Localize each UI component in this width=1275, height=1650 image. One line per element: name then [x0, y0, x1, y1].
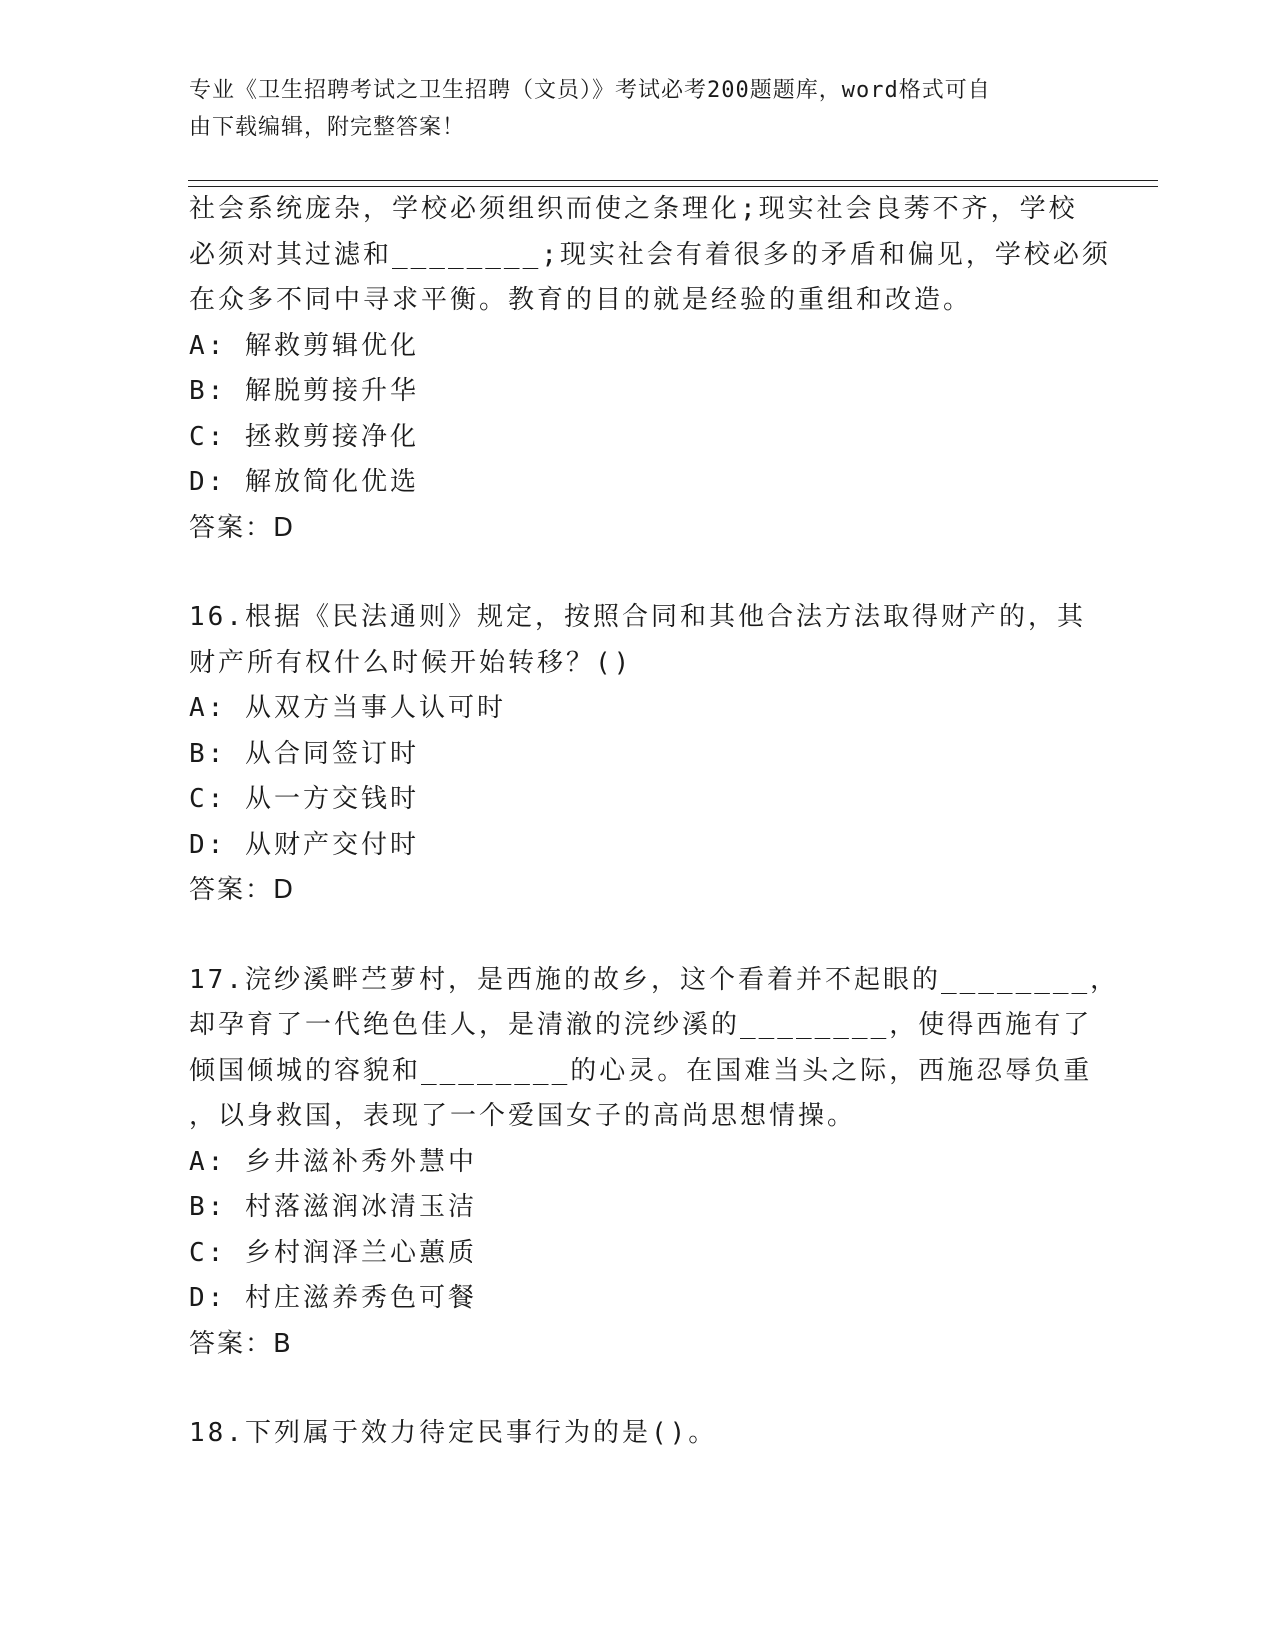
question-15	[189, 187, 1111, 551]
option-c: C: 乡村润泽兰心蕙质	[189, 1237, 477, 1268]
option-b: B: 从合同签订时	[189, 738, 419, 769]
question-stem-line: 社会系统庞杂，学校必须组织而使之条理化;现实社会良莠不齐，学校	[189, 194, 1078, 224]
question-stem-line: 倾国倾城的容貌和________的心灵。在国难当头之际，西施忍辱负重	[189, 1055, 1093, 1086]
question-spacer	[189, 914, 1089, 958]
question-stem-line: ，以身救国，表现了一个爱国女子的高尚思想情操。	[189, 1101, 857, 1131]
question-18	[189, 1411, 1089, 1457]
question-list	[189, 187, 1120, 1457]
question-stem-line: 财产所有权什么时候开始转移？()	[189, 647, 633, 678]
answer-label: 答案：D	[189, 875, 296, 905]
answer-label: 答案：B	[189, 1328, 293, 1359]
question-stem-line: 18.下列属于效力待定民事行为的是()。	[189, 1418, 718, 1448]
question-stem-line: 却孕育了一代绝色佳人，是清澈的浣纱溪的________，使得西施有了	[189, 1010, 1093, 1040]
option-b: B: 村落滋润冰清玉洁	[189, 1192, 477, 1222]
option-d: D: 从财产交付时	[189, 829, 419, 860]
question-spacer	[189, 551, 1089, 595]
header-line-2: 由下载编辑，附完整答案！	[189, 115, 466, 140]
option-d: D: 村庄滋养秀色可餐	[189, 1283, 477, 1313]
option-a: A: 从双方当事人认可时	[189, 693, 506, 723]
question-stem-line: 16.根据《民法通则》规定，按照合同和其他合法方法取得财产的，其	[189, 602, 1086, 632]
option-c: C: 从一方交钱时	[189, 784, 419, 814]
question-17	[189, 958, 1120, 1368]
document-header	[189, 72, 1089, 146]
option-a: A: 乡井滋补秀外慧中	[189, 1146, 477, 1177]
question-stem-line: 在众多不同中寻求平衡。教育的目的就是经验的重组和改造。	[189, 285, 973, 315]
question-stem-line: 17.浣纱溪畔苎萝村，是西施的故乡，这个看着并不起眼的________，	[189, 964, 1120, 995]
header-rule-top	[188, 180, 1158, 181]
question-stem-line: 必须对其过滤和________;现实社会有着很多的矛盾和偏见，学校必须	[189, 239, 1111, 270]
header-line-1: 专业《卫生招聘考试之卫生招聘（文员）》考试必考200题题库，word格式可自	[189, 78, 991, 103]
answer-label: 答案：D	[189, 512, 296, 543]
option-a: A: 解救剪辑优化	[189, 330, 419, 361]
option-c: C: 拯救剪接净化	[189, 421, 419, 452]
option-b: B: 解脱剪接升华	[189, 376, 419, 406]
question-16	[189, 595, 1089, 914]
question-spacer	[189, 1367, 1089, 1411]
option-d: D: 解放简化优选	[189, 467, 419, 497]
